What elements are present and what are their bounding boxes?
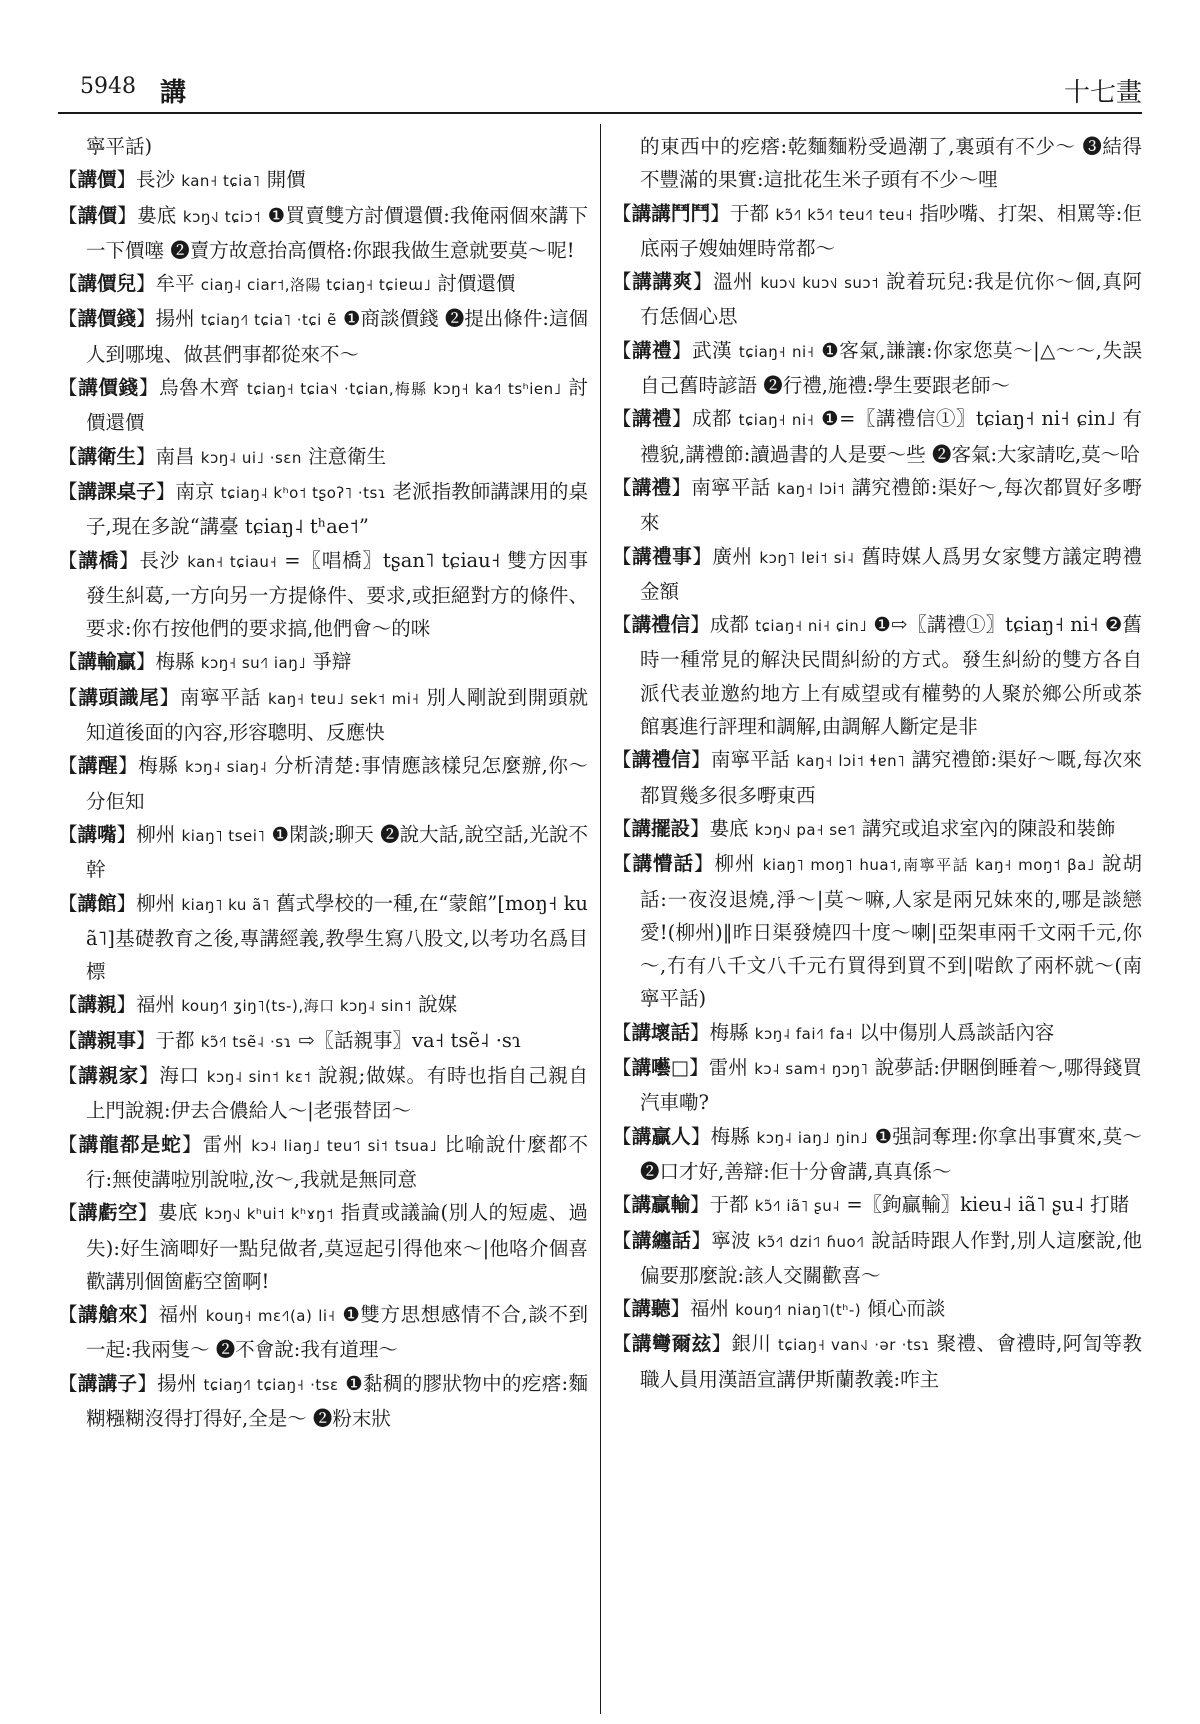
entry-location: 柳州 (714, 852, 756, 876)
dictionary-entry (612, 1120, 1142, 1189)
entry-definition: ❶=〖講禮信①〗tɕiaŋ˧ ni˧ ɕin˩ 有禮貌,講禮節:讀過書的人是要～些 ❷客氣:大家請吃,莫～哈 (640, 407, 1142, 466)
entry-phonetic: kɔ˨ sam˧ ŋɔŋ˥ (754, 1060, 869, 1079)
entry-headword: 【 講講鬥鬥 】 (612, 202, 730, 225)
entry-location: 揚州 (157, 1371, 197, 1395)
entry-phonetic: kɔŋ˨ siaŋ˨ (185, 758, 268, 777)
dictionary-entry (58, 267, 588, 302)
header-headword: 講 (160, 78, 187, 108)
entry-definition: 以中傷別人爲談話內容 (859, 1020, 1055, 1044)
entry-headword: 【 講艙來 】 (58, 1303, 159, 1326)
entry-phonetic: kuɔ˦˩ kuɔ˦˩ suɔ˦ (760, 274, 880, 293)
entry-phonetic: kouŋ˧˥ ʒiŋ˥(ts-),海口 kɔŋ˨ sin˦ (181, 997, 412, 1016)
entry-definition: =〖鉤贏輸〗kieu˨ iã˥ ʂu˨ 打賭 (846, 1193, 1130, 1217)
dictionary-entry (612, 197, 1142, 266)
dictionary-entry (58, 1196, 588, 1298)
entry-definition: 講究禮節:渠好～,每次都買好多嘢來 (640, 475, 1142, 535)
entry-phonetic: kɔŋ˨ sin˦ kɛ˦ (206, 1068, 312, 1087)
entry-definition: ❶買賣雙方討價還價:我俺兩個來講下一下價噻 ❷賣方故意抬高價格:你跟我做生意就要莫～呢! (86, 203, 588, 262)
entry-location: 牟平 (155, 272, 195, 296)
dictionary-entry (58, 1024, 588, 1059)
entry-definition: 說媒 (418, 993, 458, 1017)
text-columns (58, 130, 1142, 1714)
entry-headword: 【 講壞話 】 (612, 1021, 710, 1044)
entry-headword: 【 講價錢 】 (58, 307, 156, 330)
dictionary-entry (612, 847, 1142, 1015)
entry-definition: 注意衛生 (308, 444, 387, 468)
dictionary-entry (612, 334, 1142, 403)
dictionary-entry (58, 544, 588, 646)
dictionary-entry (612, 1016, 1142, 1051)
entry-phonetic: kan˧ tɕiau˧ (187, 552, 278, 571)
entry-headword: 【 講講爽 】 (612, 270, 713, 293)
entry-phonetic: kɔŋ˨ iaŋ˩ ŋin˩ (756, 1128, 869, 1147)
entry-phonetic: kaŋ˧ lɔi˦ ɬɐn˥ (796, 752, 906, 771)
entry-headword: 【 講價 】 (58, 204, 137, 227)
entry-phonetic: kaŋ˧ lɔi˦ (777, 479, 846, 498)
entry-phonetic: kɔŋ˧˩ kʰui˦ kʰɤŋ˦ (204, 1205, 334, 1224)
entry-headword: 【 講贏輸 】 (612, 1193, 710, 1216)
entry-definition: ❶雙方思想感情不合,談不到一起:我兩隻～ ❷不會說:我有道理～ (86, 1303, 588, 1362)
entry-definition: ❶⇨〖講禮①〗tɕiaŋ˧ ni˧ ❷舊時一種常見的解決民間糾紛的方式。發生糾紛的雙方各自派代表並邀約地方上有威望或有權勢的人聚於鄉公所或茶館裏進行評理和調解,由調解人斷定是非 (640, 613, 1142, 739)
entry-headword: 【 講纏話 】 (612, 1229, 711, 1252)
dictionary-entry (58, 130, 588, 163)
entry-phonetic: kɔŋ˨ fai˧˥ fa˧ (754, 1024, 854, 1043)
entry-location: 成都 (709, 613, 749, 637)
entry-location: 福州 (690, 1297, 730, 1321)
page-number: 5948 (80, 74, 136, 99)
entry-location: 廣州 (712, 544, 753, 568)
entry-location: 南京 (175, 479, 215, 503)
dictionary-entry (58, 1367, 588, 1436)
entry-definition: 討價還價 (437, 272, 516, 296)
entry-phonetic: ciaŋ˨ ciar˦,洛陽 tɕiaŋ˧ tɕiɐɯ˩ (200, 276, 432, 295)
entry-phonetic: kɔŋ˧ su˧˥ iaŋ˩ (200, 654, 307, 673)
entry-definition: 講究或追求室內的陳設和裝飾 (861, 816, 1116, 840)
dictionary-entry (612, 1051, 1142, 1120)
entry-definition: 指吵嘴、打架、相罵等:佢底兩子嫂妯娌時常都～ (640, 201, 1142, 260)
entry-definition: ⇨〖話親事〗va˧ tsẽ˨ ·sɿ (298, 1028, 521, 1052)
entry-headword: 【 講贏人 】 (612, 1125, 711, 1148)
dictionary-entry (58, 1298, 588, 1367)
entry-definition: =〖唱橋〗tʂan˥ tɕiau˧ 雙方因事發生糾葛,一方向另一方提條件、要求,或拒絕對方的條件、要求:你冇按他們的要求搞,他們會～的咪 (86, 548, 588, 641)
entry-location: 海口 (159, 1064, 200, 1088)
dictionary-entry (612, 130, 1142, 197)
entry-headword: 【 講虧空 】 (58, 1201, 158, 1224)
entry-headword: 【 講囈□ 】 (612, 1056, 709, 1079)
entry-location: 寧波 (711, 1228, 751, 1252)
entry-phonetic: tɕiaŋ˨ kʰo˦ tʂoʔ˥ ·tsɿ (220, 483, 387, 502)
entry-headword: 【 講親家 】 (58, 1064, 159, 1087)
entry-location: 長沙 (139, 548, 181, 572)
entry-headword: 【 講禮 】 (612, 339, 692, 362)
entry-phonetic: kouŋ˧˥ niaŋ˥(tʰ-) (735, 1301, 862, 1320)
entry-headword: 【 講講子 】 (58, 1372, 157, 1395)
entry-definition: ❶强詞奪理:你拿出事實來,莫～ ❷口才好,善辯:佢十分會講,真真係～ (640, 1124, 1142, 1183)
entry-definition: 說胡話:一夜沒退燒,淨～|莫～嘛,人家是兩兄妹來的,哪是談戀愛!(柳州)‖昨日渠發燒四十度～喇|亞架車兩千文兩千元,你～,冇有八千文八千元冇買得到買不到|啱飲了兩杯就～(南寧平話) (640, 852, 1142, 1011)
entry-definition: 說着玩兒:我是伉你～個,真阿冇恁個心思 (640, 270, 1142, 329)
dictionary-entry (58, 1059, 588, 1128)
entry-headword: 【 講禮 】 (612, 407, 692, 430)
entry-definition: 討價還價 (86, 376, 588, 435)
dictionary-entry (612, 1327, 1142, 1396)
dictionary-entry (58, 645, 588, 680)
dictionary-entry (58, 440, 588, 475)
entry-headword: 【 講嘴 】 (58, 823, 136, 846)
entry-location: 梅縣 (155, 650, 195, 674)
entry-location: 銀川 (731, 1332, 772, 1356)
entry-location: 揚州 (155, 307, 195, 331)
page-header (58, 70, 1142, 114)
entry-definition: 分析清楚:事情應該樣兒怎麼辦,你～分佢知 (86, 754, 588, 813)
entry-location: 南寧平話 (710, 748, 790, 772)
dictionary-entry (612, 1224, 1142, 1293)
entry-phonetic: kɔ̃˧˥ tsẽ˨ ·sɿ (200, 1032, 292, 1051)
entry-phonetic: kiaŋ˥ tsei˥ (181, 826, 266, 845)
entry-location: 柳州 (136, 822, 176, 846)
entry-phonetic: tɕiaŋ˧ ni˧ ɕin˩ (755, 617, 868, 636)
entry-headword: 【 講禮事 】 (612, 545, 712, 568)
entry-location: 南寧平話 (179, 685, 262, 709)
entry-location: 婁底 (157, 1201, 198, 1225)
entry-location: 成都 (691, 407, 732, 431)
right-column (612, 130, 1142, 1714)
entry-location: 梅縣 (138, 754, 179, 778)
entry-headword: 【 講彎爾玆 】 (612, 1332, 732, 1355)
entry-definition: ❶商談價錢 ❷提出條件:這個人到哪塊、做甚們事都從來不～ (86, 307, 588, 366)
dictionary-entry (58, 163, 588, 198)
entry-phonetic: kɔŋ˨ ui˩ ·sɛn (200, 448, 302, 467)
dictionary-entry (612, 812, 1142, 847)
entry-headword: 【 講館 】 (58, 892, 136, 915)
entry-headword: 【 講價 】 (58, 168, 136, 191)
entry-headword: 【 講課桌子 】 (58, 480, 175, 503)
entry-headword: 【 講龍都是蛇 】 (58, 1133, 203, 1156)
entry-location: 烏魯木齊 (159, 376, 240, 400)
entry-phonetic: tɕiaŋ˧ ni˧ (738, 342, 815, 361)
dictionary-entry (612, 540, 1142, 609)
entry-definition: 說親;做媒。有時也指自己親自上門說親:伊去合儂給人～|老張替囝～ (86, 1064, 588, 1123)
entry-headword: 【 講衛生 】 (58, 445, 156, 468)
entry-phonetic: tɕiaŋ˧ van˧˩ ·ər ·tsɿ (777, 1336, 930, 1355)
dictionary-entry (58, 818, 588, 887)
entry-location: 南寧平話 (691, 475, 771, 499)
entry-definition: 舊式學校的一種,在“蒙館”[moŋ˧ ku ã˥]基礎教育之後,專講經義,教學生寫八股文,以考功名爲目標 (86, 891, 588, 984)
entry-headword: 【 講價兒 】 (58, 272, 156, 295)
entry-headword: 【 講親 】 (58, 993, 136, 1016)
dictionary-entry (58, 475, 588, 544)
entry-location: 于都 (729, 201, 770, 225)
entry-phonetic: kɔŋ˥ lɐi˦ si˨ (759, 548, 855, 567)
entry-definition: 別人剛說到開頭就知道後面的內容,形容聰明、反應快 (86, 685, 588, 745)
dictionary-entry (58, 371, 588, 440)
entry-phonetic: kouŋ˧ mɛ˧˥(a) li˧ (205, 1307, 336, 1326)
entry-headword: 【 講禮 】 (612, 476, 691, 499)
dictionary-entry (58, 302, 588, 371)
dictionary-entry (612, 1292, 1142, 1327)
dictionary-entry (58, 681, 588, 750)
entry-phonetic: kɔŋ˧˩ tɕiɔ˦ (182, 207, 262, 226)
entry-definition: 的東西中的疙瘩:乾麵麵粉受過潮了,裏頭有不少～ ❸結得不豐滿的果實:這批花生米子頭有不少～哩 (640, 135, 1142, 192)
left-column (58, 130, 588, 1714)
entry-headword: 【 講懵話 】 (612, 852, 714, 875)
dictionary-entry (58, 199, 588, 268)
entry-headword: 【 講橋 】 (58, 549, 139, 572)
entry-definition: ❶黏稠的膠狀物中的疙瘩:麵糊糨糊沒得打得好,全是～ ❷粉末狀 (86, 1371, 588, 1430)
entry-headword: 【 講禮信 】 (612, 748, 711, 771)
entry-location: 福州 (158, 1303, 199, 1327)
dictionary-entry (58, 749, 588, 818)
entry-location: 武漢 (692, 338, 733, 362)
entry-location: 梅縣 (709, 1020, 749, 1044)
entry-phonetic: tɕiaŋ˧ tɕia˦˨ ·tɕian,梅縣 kɔŋ˧ ka˧˥ tsʰien˩ (246, 380, 562, 399)
entry-definition: 開價 (266, 168, 306, 192)
entry-definition: 舊時媒人爲男女家雙方議定聘禮金額 (640, 544, 1142, 603)
dictionary-entry (612, 608, 1142, 743)
entry-phonetic: tɕiaŋ˧˥ tɕiaŋ˧ ·tsɛ (203, 1375, 339, 1394)
dictionary-entry (612, 1188, 1142, 1223)
entry-headword: 【 講頭識尾 】 (58, 686, 180, 709)
entry-location: 南昌 (155, 444, 195, 468)
entry-definition: 老派指教師講課用的桌子,現在多說“講臺 tɕiaŋ˨ tʰae˦” (86, 479, 588, 539)
entry-headword: 【 講擺設 】 (612, 817, 710, 840)
entry-phonetic: kɔ˨ liaŋ˩ tɐu˦˥ si˦ tsua˩ (251, 1136, 438, 1155)
dictionary-entry (612, 265, 1142, 334)
entry-headword: 【 講禮信 】 (612, 613, 710, 636)
entry-phonetic: kan˧ tɕia˥ (181, 172, 261, 191)
entry-definition: 指責或議論(別人的短處、過失):好生滴唧好一點兒做者,莫逗起引得他來～|他咯介個喜歡講別個箇虧空箇啊! (86, 1201, 588, 1293)
entry-definition: 比喻說什麼都不行:無使講啦別說啦,汝～,我就是無同意 (86, 1132, 588, 1191)
entry-location: 溫州 (713, 270, 754, 294)
entry-location: 柳州 (136, 891, 176, 915)
entry-definition: ❶閑談;聊天 ❷說大話,說空話,光說不幹 (86, 822, 588, 882)
entry-location: 雷州 (708, 1056, 748, 1080)
entry-definition: 寧平話) (86, 135, 153, 158)
entry-definition: 傾心而談 (867, 1297, 946, 1321)
entry-location: 福州 (136, 993, 176, 1017)
entry-location: 婁底 (136, 203, 177, 227)
stroke-count-label: 十七畫 (1063, 78, 1142, 108)
entry-phonetic: kɔ̃˧˥ dzi˦˥ ɦuo˧˥ (757, 1232, 865, 1251)
dictionary-entry (612, 402, 1142, 471)
entry-location: 雷州 (202, 1132, 244, 1156)
dictionary-entry (612, 743, 1142, 812)
entry-phonetic: kiaŋ˥ ku ã˥ (181, 895, 270, 914)
entry-definition: 說話時跟人作對,別人這麼說,他偏要那麼說:該人交關歡喜～ (640, 1228, 1142, 1287)
entry-location: 于都 (155, 1028, 195, 1052)
dictionary-entry (58, 887, 588, 989)
entry-location: 梅縣 (710, 1124, 751, 1148)
entry-phonetic: kiaŋ˥ moŋ˥ hua˦,南寧平話 kaŋ˧ moŋ˦ βa˩ (762, 856, 1095, 875)
entry-definition: 講究禮節:渠好～嘅,每次來都買幾多很多嘢東西 (640, 748, 1142, 807)
entry-phonetic: tɕiaŋ˧ ni˧ (738, 411, 815, 430)
entry-headword: 【 講醒 】 (58, 754, 138, 777)
entry-definition: 爭辯 (312, 650, 352, 674)
entry-definition: ❶客氣,謙讓:你家您莫～|△～～,失誤自己舊時諺語 ❷行禮,施禮:學生要跟老師～ (640, 338, 1142, 398)
entry-headword: 【 講輸贏 】 (58, 650, 156, 673)
entry-phonetic: kɔ̃˧˥ iã˥ ʂu˨ (754, 1197, 841, 1216)
column-divider (600, 124, 601, 1714)
entry-definition: 說夢話:伊睏倒睡着～,哪得錢買汽車嘞? (640, 1056, 1142, 1115)
dictionary-entry (58, 988, 588, 1023)
entry-headword: 【 講聽 】 (612, 1297, 690, 1320)
entry-phonetic: tɕiaŋ˧˥ tɕia˥ ·tɕi ẽ (200, 311, 337, 330)
entry-location: 于都 (709, 1193, 749, 1217)
dictionary-entry (58, 1128, 588, 1197)
entry-location: 婁底 (709, 816, 749, 840)
entry-phonetic: kaŋ˧ tɐu˩ sek˦ mi˧ (268, 689, 420, 708)
entry-location: 長沙 (136, 168, 176, 192)
entry-headword: 【 講親事 】 (58, 1029, 156, 1052)
entry-phonetic: kɔŋ˧˩ pa˧ se˦˥ (754, 820, 856, 839)
entry-definition: 聚禮、會禮時,阿訇等教職人員用漢語宣講伊斯蘭教義:咋主 (640, 1332, 1142, 1391)
dictionary-entry (612, 471, 1142, 540)
entry-phonetic: kɔ̃˧˥ kɔ̃˧˥ teu˧˥ teu˧ (775, 205, 913, 224)
entry-headword: 【 講價錢 】 (58, 376, 159, 399)
